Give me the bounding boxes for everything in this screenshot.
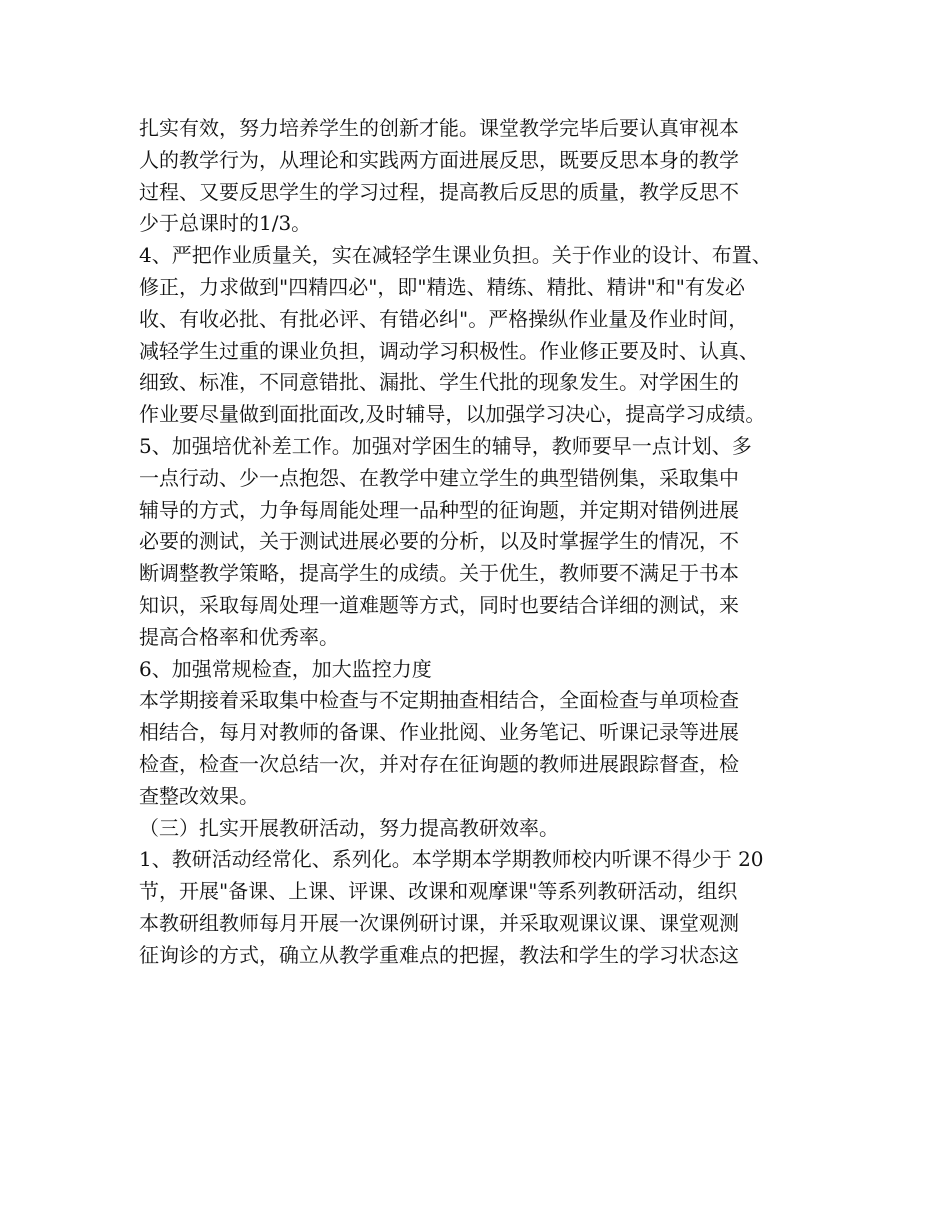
text-line: 人的教学行为，从理论和实践两方面进展反思，既要反思本身的教学 bbox=[139, 147, 739, 172]
text-line: 查整改效果。 bbox=[139, 783, 259, 808]
text-line: 相结合，每月对教师的备课、作业批阅、业务笔记、听课记录等进展 bbox=[139, 720, 739, 745]
text-line: 6、加强常规检查，加大监控力度 bbox=[139, 656, 432, 681]
text-line: 节，开展"备课、上课、评课、改课和观摩课"等系列教研活动，组织 bbox=[139, 879, 738, 904]
text-line: 减轻学生过重的课业负担，调动学习积极性。作业修正要及时、认真、 bbox=[139, 338, 759, 363]
text-line: 征询诊的方式，确立从教学重难点的把握，教法和学生的学习状态这 bbox=[139, 942, 739, 967]
text-line: 修正，力求做到"四精四必"，即"精选、精练、精批、精讲"和"有发必 bbox=[139, 274, 745, 299]
text-line: （三）扎实开展教研活动，努力提高教研效率。 bbox=[139, 815, 559, 840]
text-line: 4、严把作业质量关，实在减轻学生课业负担。关于作业的设计、布置、 bbox=[139, 243, 772, 268]
text-line: 知识，采取每周处理一道难题等方式，同时也要结合详细的测试，来 bbox=[139, 592, 739, 617]
text-line: 断调整教学策略，提高学生的成绩。关于优生，教师要不满足于书本 bbox=[139, 561, 739, 586]
text-line: 5、加强培优补差工作。加强对学困生的辅导，教师要早一点计划、多 bbox=[139, 433, 752, 458]
text-line: 必要的测试，关于测试进展必要的分析，以及时掌握学生的情况，不 bbox=[139, 529, 739, 554]
text-line: 作业要尽量做到面批面改,及时辅导，以加强学习决心，提高学习成绩。 bbox=[139, 402, 766, 427]
text-line: 检查，检查一次总结一次，并对存在征询题的教师进展跟踪督查，检 bbox=[139, 751, 739, 776]
text-line: 扎实有效，努力培养学生的创新才能。课堂教学完毕后要认真审视本 bbox=[139, 116, 739, 140]
text-line: 本学期接着采取集中检查与不定期抽查相结合，全面检查与单项检查 bbox=[139, 688, 739, 713]
document-body bbox=[139, 113, 819, 972]
text-line: 少于总课时的1/3。 bbox=[139, 211, 312, 236]
text-line: 过程、又要反思学生的学习过程，提高教后反思的质量，教学反思不 bbox=[139, 179, 739, 204]
text-line: 一点行动、少一点抱怨、在教学中建立学生的典型错例集，采取集中 bbox=[139, 465, 739, 490]
text-line: 细致、标准，不同意错批、漏批、学生代批的现象发生。对学困生的 bbox=[139, 370, 739, 395]
text-line: 1、教研活动经常化、系列化。本学期本学期教师校内听课不得少于 20 bbox=[139, 847, 764, 872]
text-line: 提高合格率和优秀率。 bbox=[139, 624, 339, 649]
text-line: 收、有收必批、有批必评、有错必纠"。严格操纵作业量及作业时间， bbox=[139, 306, 749, 331]
text-line: 本教研组教师每月开展一次课例研讨课，并采取观课议课、课堂观测 bbox=[139, 910, 739, 935]
text-line: 辅导的方式，力争每周能处理一品种型的征询题，并定期对错例进展 bbox=[139, 497, 739, 522]
